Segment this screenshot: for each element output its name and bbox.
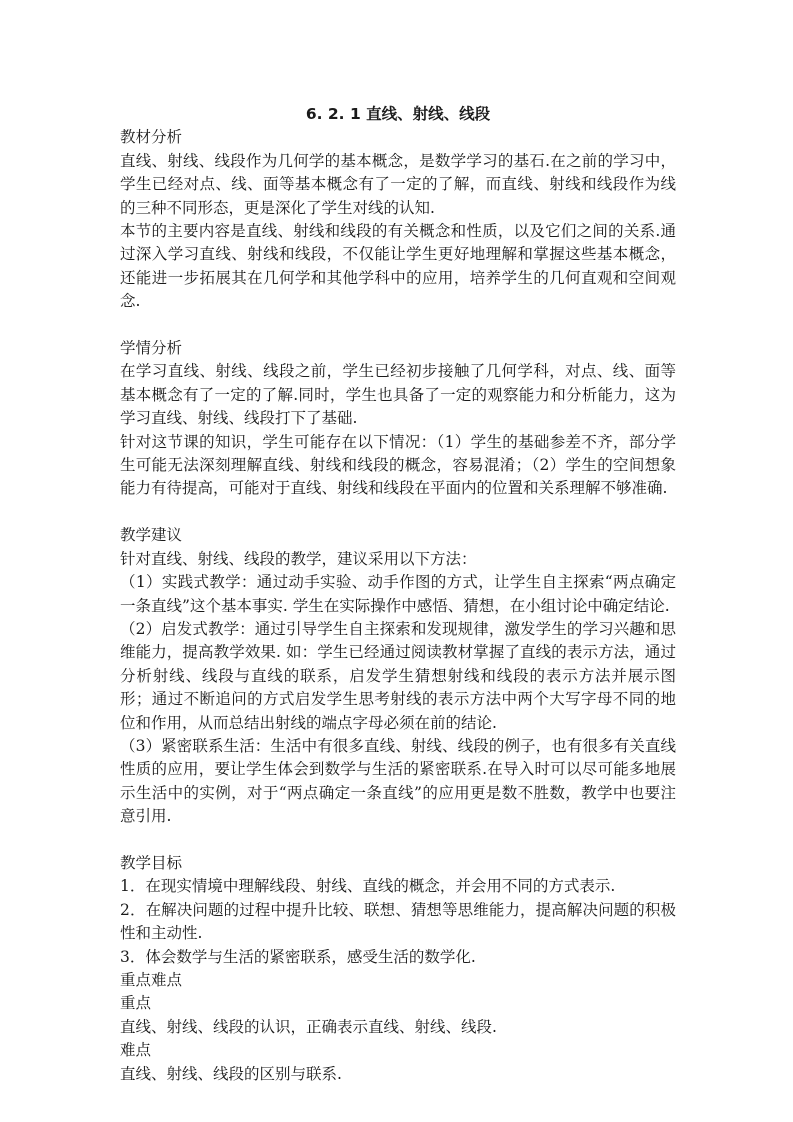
spacer — [120, 829, 676, 852]
section-heading: 教学建议 — [120, 526, 183, 545]
paragraph: 直线、射线、线段作为几何学的基本概念，是数学学习的基石.在之前的学习中，学生已经对点、线、面等基本概念有了一定的了解，而直线、射线和线段作为线的三种不同形态，更是深化了学生对线的认知. — [120, 151, 676, 217]
list-item: 1．在现实情境中理解线段、射线、直线的概念，并会用不同的方式表示. — [120, 877, 616, 896]
spacer — [120, 314, 676, 337]
paragraph: （1）实践式教学：通过动手实验、动手作图的方式，让学生自主探索“两点确定一条直线”这个基本事实. 学生在实际操作中感悟、猜想，在小组讨论中确定结论. — [120, 573, 676, 615]
section-student-analysis — [120, 337, 676, 501]
paragraph: 本节的主要内容是直线、射线和线段的有关概念和性质，以及它们之间的关系.通过深入学习直线、射线和线段，不仅能让学生更好地理解和掌握这些基本概念，还能进一步拓展其在几何学和其他学科中的应用，培养学生的几何直观和空间观念. — [120, 222, 676, 311]
subheading-key: 重点 — [120, 994, 152, 1013]
section-textbook-analysis — [120, 126, 676, 313]
paragraph: （3）紧密联系生活：生活中有很多直线、射线、线段的例子，也有很多有关直线性质的应用，要让学生体会到数学与生活的紧密联系.在导入时可以尽可能多地展示生活中的实例，对于“两点确定一条直线”的应用更是数不胜数，教学中也要注意引用. — [120, 736, 676, 826]
section-heading: 教材分析 — [120, 128, 183, 147]
section-heading: 教学目标 — [120, 853, 183, 872]
section-teaching-goals — [120, 852, 676, 969]
subheading-difficulty: 难点 — [120, 1041, 152, 1060]
paragraph: 针对这节课的知识，学生可能存在以下情况：（1）学生的基础参差不齐，部分学生可能无法深刻理解直线、射线和线段的概念，容易混淆；（2）学生的空间想象能力有待提高，可能对于直线、射线和线段在平面内的位置和关系理解不够准确. — [120, 432, 676, 498]
spacer — [120, 501, 676, 524]
document-body — [120, 103, 676, 1086]
list-item: 2．在解决问题的过程中提升比较、联想、猜想等思维能力，提高解决问题的积极性和主动性. — [120, 900, 676, 943]
paragraph: 直线、射线、线段的区别与联系. — [120, 1064, 342, 1083]
list-item: 3．体会数学与生活的紧密联系，感受生活的数学化. — [120, 947, 476, 966]
section-heading: 学情分析 — [120, 339, 183, 358]
paragraph: 在学习直线、射线、线段之前，学生已经初步接触了几何学科，对点、线、面等基本概念有了一定的了解.同时，学生也具备了一定的观察能力和分析能力，这为学习直线、射线、线段打下了基础. — [120, 362, 676, 428]
section-teaching-suggestions — [120, 524, 676, 828]
document-title: 6. 2. 1 直线、射线、线段 — [305, 105, 491, 123]
paragraph: 针对直线、射线、线段的教学，建议采用以下方法： — [120, 549, 477, 568]
section-key-points — [120, 969, 676, 1086]
paragraph: 直线、射线、线段的认识，正确表示直线、射线、线段. — [120, 1017, 497, 1036]
section-heading: 重点难点 — [120, 970, 183, 989]
paragraph: （2）启发式教学：通过引导学生自主探索和发现规律，激发学生的学习兴趣和思维能力，提高教学效果. 如：学生已经通过阅读教材掌握了直线的表示方法，通过分析射线、线段与直线的联系，启发学生猜想射线和线段的表示方法并展示图形；通过不断追问的方式启发学生思考射线的表示方法中两个大写字母不同的地位和作用，从而总结出射线的端点字母必须在前的结论. — [120, 619, 676, 732]
